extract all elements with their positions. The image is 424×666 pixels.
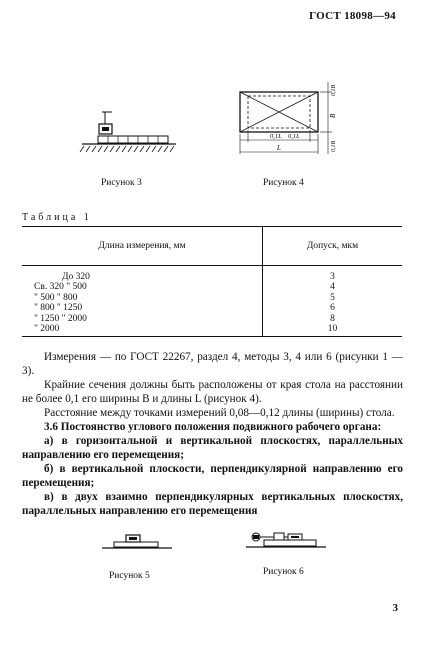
page-number: 3 — [392, 602, 398, 614]
table-cell-tolerance: 10 — [263, 324, 403, 337]
paragraph-measurements: Измерения — по ГОСТ 22267, раздел 4, методы 3, 4 или 6 (рисунки 1 — 3). — [22, 351, 403, 377]
table-cell-tolerance: 8 — [330, 313, 335, 324]
fig4-label-d: 0,1L — [270, 133, 282, 140]
figure-4-caption: Рисунок 4 — [263, 178, 304, 188]
figure-5-caption: Рисунок 5 — [109, 571, 150, 581]
table-header-tolerance: Допуск, мкм — [263, 227, 403, 266]
table-cell-length: " 500 " 800 — [22, 293, 263, 303]
fig4-label-f: L — [277, 144, 281, 152]
table-row — [22, 303, 402, 313]
table-header-length: Длина измерения, мм — [22, 227, 263, 266]
table-row — [22, 314, 402, 324]
document-code: ГОСТ 18098—94 — [309, 10, 396, 22]
table-caption: Таблица 1 — [22, 212, 92, 223]
fig4-label-e: 0,1L — [288, 133, 300, 140]
figure-4-drawing — [232, 78, 342, 158]
figure-3-drawing — [78, 110, 180, 156]
paragraph-sections: Крайние сечения должны быть расположены от края стола на расстоянии не более 0,1 его ширины B и длины L (рисунок 4). — [22, 379, 403, 405]
table-row — [22, 282, 402, 292]
table-cell-tolerance: 6 — [330, 303, 335, 314]
clause-3-6-heading: 3.6 Постоянство углового положения подвижного рабочего органа: — [44, 421, 382, 433]
table-cell-length: " 800 " 1250 — [22, 303, 263, 313]
table-cell-length: Св. 320 " 500 — [22, 282, 263, 292]
fig4-label-c: 0,1В — [331, 140, 337, 152]
figure-6-caption: Рисунок 6 — [263, 567, 304, 577]
clause-item-b: б) в вертикальной плоскости, перпендикулярной направлению его перемещения; — [22, 463, 403, 489]
figure-5-drawing — [100, 530, 174, 554]
table-cell-tolerance: 3 — [330, 272, 335, 282]
table-row — [22, 324, 402, 337]
figure-3-caption: Рисунок 3 — [101, 178, 142, 188]
tolerance-table — [22, 226, 402, 337]
fig4-label-b: В — [329, 113, 337, 118]
table-cell-length: " 1250 " 2000 — [22, 314, 263, 324]
table-cell-tolerance: 5 — [330, 292, 335, 303]
fig4-label-a: 0,1В — [331, 84, 337, 96]
body-text — [22, 350, 403, 518]
table-row — [22, 293, 402, 303]
clause-item-a: а) в горизонтальной и вертикальной плоскостях, параллельных направлению его перемещения; — [22, 435, 403, 461]
table-cell-length: " 2000 — [22, 324, 263, 337]
table-row — [22, 266, 402, 283]
table-cell-tolerance: 4 — [330, 282, 335, 293]
figure-6-drawing — [244, 527, 328, 555]
paragraph-distance: Расстояние между точками измерений 0,08—0,12 длины (ширины) стола. — [44, 407, 395, 419]
clause-item-c: в) в двух взаимно перпендикулярных вертикальных плоскостях, параллельных направлению его перемещения — [22, 491, 403, 517]
table-cell-length: До 320 — [22, 266, 263, 283]
